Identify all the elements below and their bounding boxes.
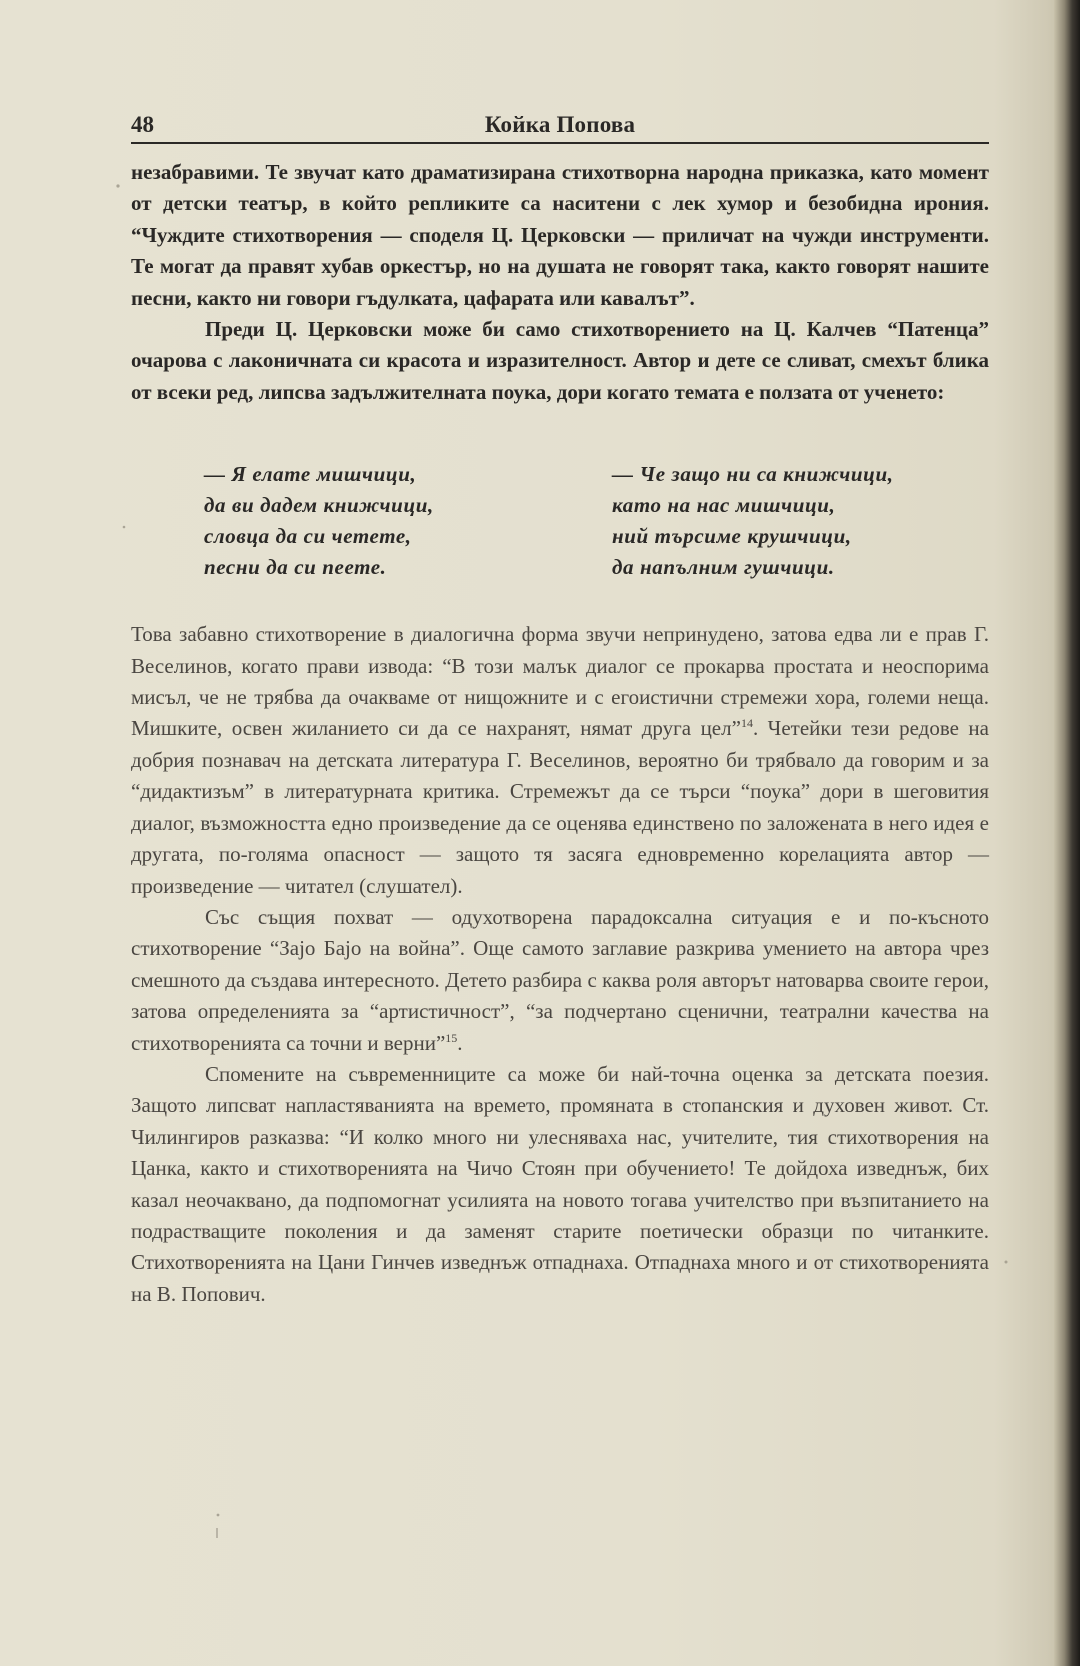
paragraph-3-text: Това забавно стихотворение в диалогична форма звучи непринудено, затова едва ли е прав Г. Веселинов, когато прави извода: “В този малък диалог се прокарва простата и неоспорима мисъл, че не трябва да очакваме от нищожните и с егоистични стремежи хора, големи неща. Мишките, освен жиланието си да се нахранят, нямат друга цел” — [131, 622, 989, 741]
poem-line: — Я елате мишчици, — [204, 462, 417, 487]
poem-line: да ви дадем книжчици, — [204, 493, 434, 518]
poem-line: песни да си пеете. — [204, 555, 387, 580]
poem-quote — [131, 459, 989, 583]
paragraph-4-text: Със същия похват — одухотворена парадоксална ситуация е и по-късното стихотворение “Зајо Бајо на война”. Още самото заглавие разкрива умението на автора чрез смешното да създава интересното. Детето разбира с каква роля авторът натоварва своите герои, затова определенията за “артистичност”, “за подчертано сценични, театрални качества на стихотворенията са точни и верни” — [131, 904, 989, 1055]
poem-line: словца да си четете, — [204, 524, 412, 549]
paper-speck — [123, 526, 126, 529]
paragraph-4-text-after: . — [457, 1030, 463, 1055]
paragraph-1: незабравими. Те звучат като драматизирана стихотворна народна приказка, като момент от детски театър, в който репликите са наситени с лек хумор и безобидна ирония. “Чуждите стихотворения — споделя Ц. Церковски — приличат на чужди инструменти. Те могат да правят хубав оркестър, но на душата не говорят така, както говорят нашите песни, както ни говори гъдулката, цафарата или кавалът”. — [131, 160, 989, 310]
footnote-ref-14: 14 — [740, 716, 753, 731]
paragraph-2: Преди Ц. Церковски може би само стихотворението на Ц. Калчев “Патенца” очарова с лаконичната си красота и изразителност. Автор и дете се сливат, смехът блика от всеки ред, липсва задължителната поука, дори когато темата е ползата от ученето: — [131, 317, 989, 404]
paragraph-5-text: Спомените на съвременниците са може би най-точна оценка за детската поезия. Защото липсват напластяванията на времето, промяната в стопанския и духовен живот. Ст. Чилингиров разказва: “И колко много ни улесняваха нас, учителите, тия стихотворения на Цанка, както и стихотворенията на Чичо Стоян при обучението! Те дойдоха изведнъж, бих казал неочаквано, да подпомогнат усилията на новото тогава учителство при възпитанието на подрастващите поколения и да заменят старите поетически образци по читанките. Стихотворенията на Цани Гинчев изведнъж отпаднаха. Отпаднаха много и от стихотворенията на В. Попович. — [131, 1061, 989, 1306]
paragraph-5 — [131, 1059, 989, 1310]
running-head: Койка Попова — [484, 112, 636, 137]
poem-line: да напълним гушчици. — [612, 555, 835, 580]
paper-speck — [217, 1514, 220, 1517]
paragraph-3 — [131, 619, 989, 902]
poem-line: — Че защо ни са книжчици, — [612, 462, 894, 487]
page-header — [131, 108, 989, 144]
paper-speck — [216, 1528, 218, 1538]
paper-speck — [1005, 1261, 1008, 1264]
poem-stanza-right — [612, 459, 989, 583]
poem-line: като на нас мишчици, — [612, 493, 836, 518]
paper-speck — [116, 184, 119, 187]
page-number: 48 — [131, 112, 154, 137]
paragraph-4 — [131, 902, 989, 1059]
page-binding-edge — [1054, 0, 1080, 1666]
body-text — [131, 157, 989, 1310]
poem-line: ний търсиме крушчици, — [612, 524, 852, 549]
poem-stanza-left — [204, 459, 612, 583]
footnote-ref-15: 15 — [445, 1030, 458, 1045]
paragraph-3-text-after: . Четейки тези редове на добрия познавач на детската литература Г. Веселинов, вероятно би трябвало да говорим и за “дидактизъм” в литературната критика. Стремежът да се търси “поука” дори в шеговития диалог, възможността едно произведение да се оценява единствено по заложената в него идея е другата, по-голяма опасност — защото тя засяга едновременно корелацията автор — произведение — читател (слушател). — [131, 716, 989, 898]
